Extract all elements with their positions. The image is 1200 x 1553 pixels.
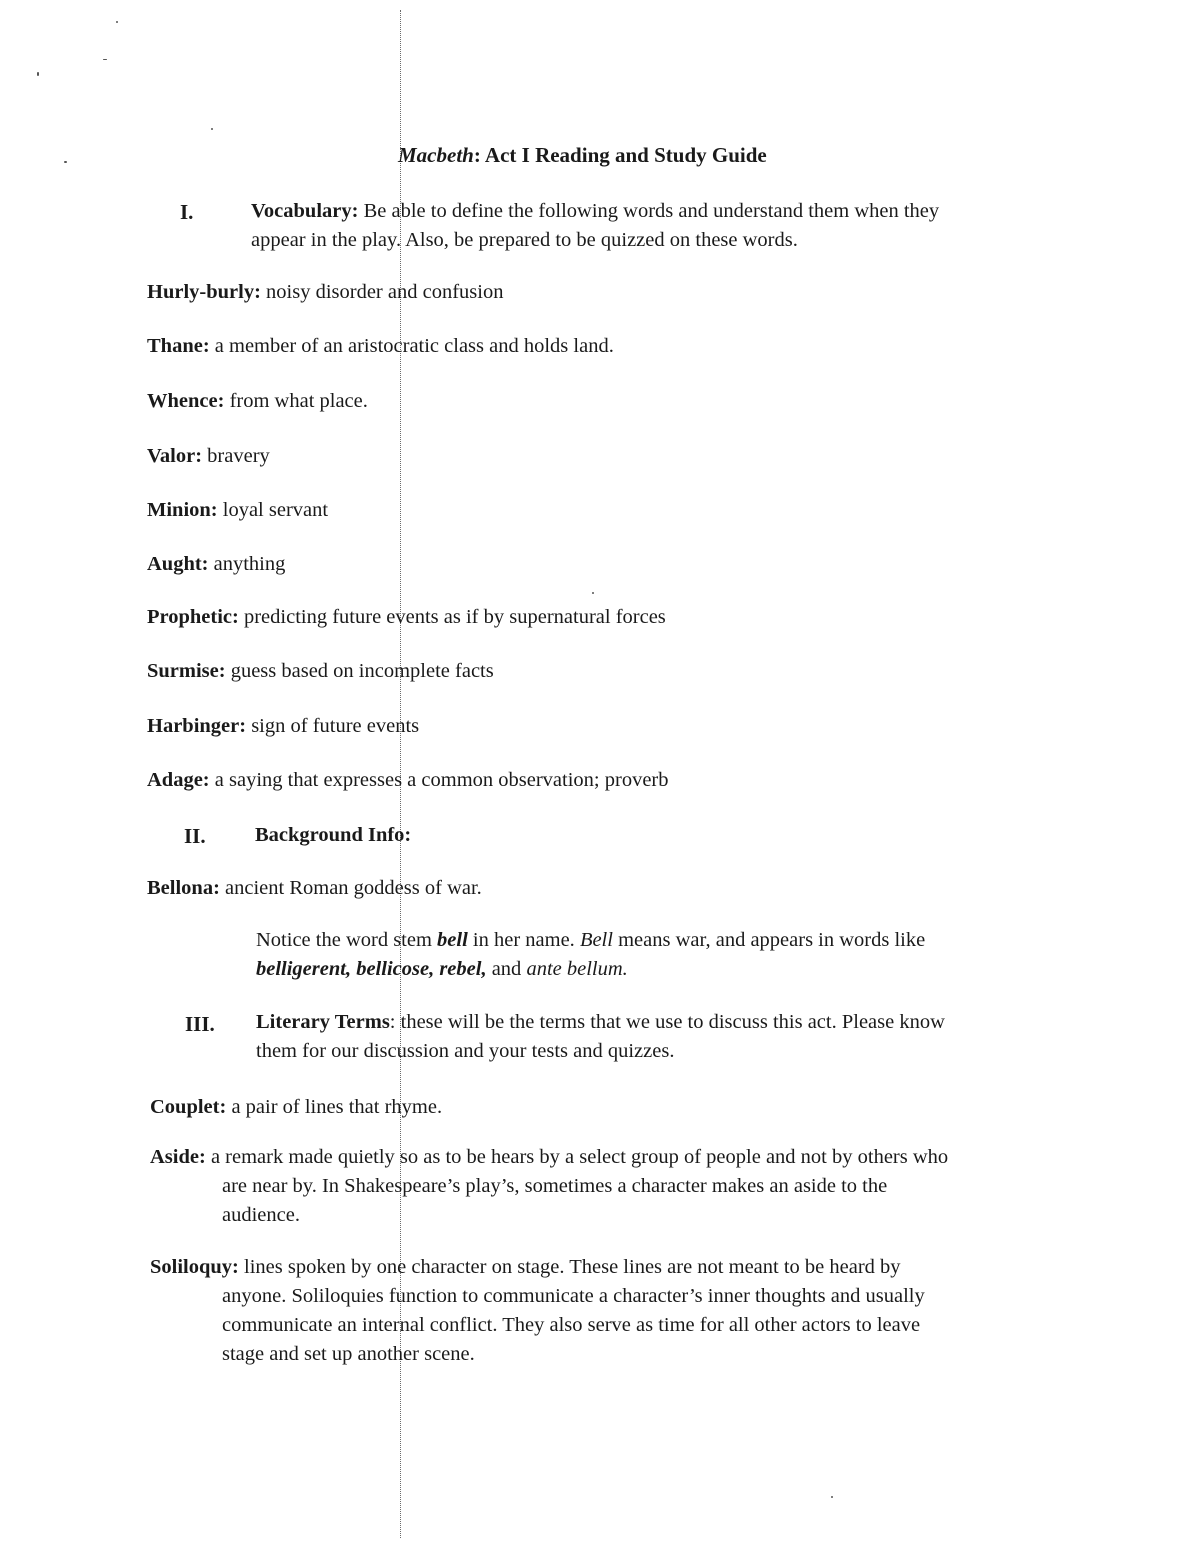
literary-term-item: Aside: a remark made quietly so as to be hears by a select group of people and not by others who are near by. In Shakespeare’s play’s, sometimes a character makes an aside to the audience. (150, 1146, 949, 1226)
section-number: III. (185, 1012, 215, 1036)
literary-term-item: Couplet: a pair of lines that rhyme. (150, 1096, 443, 1118)
literary-term-item: Soliloquy: lines spoken by one character on stage. These lines are not meant to be heard by anyone. Soliloquies function to communicate a character’s inner thoughts and usually communicate an internal conflict. They also serve as time for all other actors to leave stage and set up another scene. (150, 1256, 925, 1365)
scan-speck (592, 592, 594, 594)
section-heading: Background Info: (255, 824, 412, 846)
vocab-item: Hurly-burly: noisy disorder and confusion (147, 281, 504, 303)
background-item: Bellona: ancient Roman goddess of war. (147, 877, 482, 899)
scan-speck (103, 59, 107, 60)
vocab-item: Minion: loyal servant (147, 499, 329, 521)
section-number: I. (180, 200, 194, 224)
vocab-item: Valor: bravery (147, 445, 270, 467)
section-number: II. (184, 824, 206, 848)
vocab-item: Surmise: guess based on incomplete facts (147, 660, 494, 682)
scan-speck (211, 128, 213, 130)
literary-terms-intro: Literary Terms: these will be the terms that we use to discuss this act. Please know them for our discussion and your tests and quizzes. (256, 1011, 945, 1062)
background-note: Notice the word stem bell in her name. Bell means war, and appears in words like belligerent, bellicose, rebel, and ante bellum. (256, 929, 926, 980)
vocabulary-intro: Vocabulary: Be able to define the following words and understand them when they appear in the play. Also, be prepared to be quizzed on these words. (251, 200, 940, 251)
vocab-item: Aught: anything (147, 553, 286, 575)
vocab-item: Harbinger: sign of future events (147, 715, 420, 737)
scan-speck (116, 21, 118, 23)
vocab-item: Prophetic: predicting future events as if by supernatural forces (147, 606, 666, 628)
vocab-item: Whence: from what place. (147, 390, 368, 412)
scan-speck (831, 1496, 833, 1498)
page-title: Macbeth: Act I Reading and Study Guide (398, 143, 767, 167)
vocab-item: Thane: a member of an aristocratic class and holds land. (147, 335, 614, 357)
scan-speck (37, 72, 39, 76)
vocab-item: Adage: a saying that expresses a common observation; proverb (147, 769, 669, 791)
